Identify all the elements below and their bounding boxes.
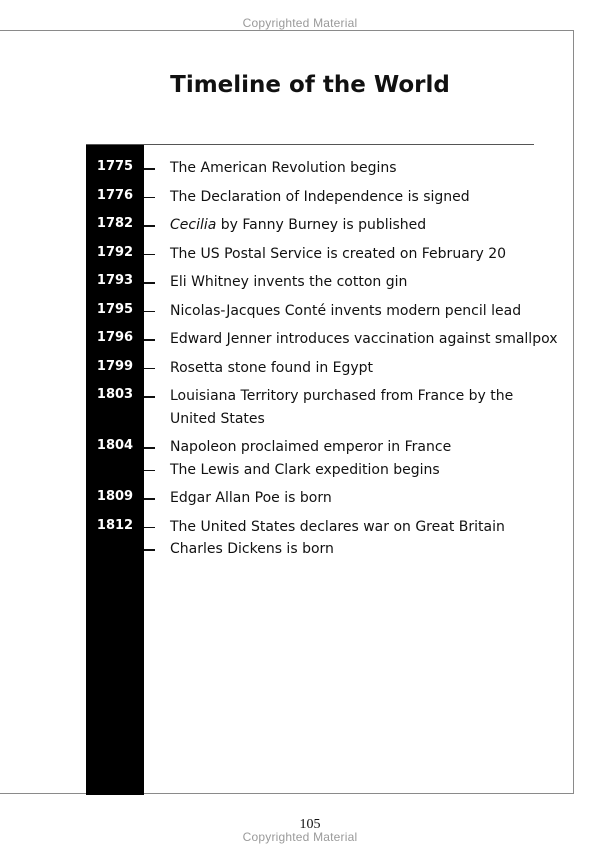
dash-marker [144, 197, 155, 199]
watermark-top: Copyrighted Material [242, 16, 358, 30]
timeline-entry [86, 214, 546, 237]
timeline-year: 1804 [96, 438, 134, 453]
dash-marker [144, 527, 155, 529]
timeline-year: 1803 [96, 387, 134, 402]
timeline-entry [86, 243, 546, 266]
timeline-event-text: Nicolas-Jacques Conté invents modern pencil lead [170, 302, 522, 319]
timeline-entry [86, 516, 546, 561]
timeline-line [86, 459, 546, 482]
timeline-entry [86, 271, 546, 294]
timeline-line [86, 385, 546, 408]
timeline-line [86, 357, 546, 380]
dash-marker [144, 339, 155, 341]
timeline-event-text: Louisiana Territory purchased from France by the [170, 388, 514, 404]
timeline-event-text: The Declaration of Independence is signed [170, 188, 470, 205]
dash-marker [144, 549, 155, 551]
timeline-year: 1782 [96, 216, 134, 231]
dash-marker [144, 282, 155, 284]
timeline-line [86, 300, 546, 323]
timeline-entry [86, 357, 546, 380]
timeline-event-text: Edgar Allan Poe is born [170, 490, 332, 506]
timeline-entry [86, 487, 546, 510]
timeline-event-text: Edward Jenner introduces vaccination against smallpox [170, 331, 558, 347]
timeline-list [86, 157, 558, 567]
timeline-entry [86, 300, 546, 323]
timeline-year: 1792 [96, 244, 134, 260]
page-title: Timeline of the World [170, 72, 450, 98]
book-title-italic: Cecilia [170, 217, 217, 233]
timeline-event-text: The American Revolution begins [170, 160, 397, 176]
timeline-line [86, 408, 546, 431]
timeline-year: 1795 [96, 301, 134, 317]
timeline-year: 1809 [96, 489, 134, 504]
dash-marker [144, 225, 155, 227]
timeline-event-text: The United States declares war on Great Britain [170, 518, 505, 535]
timeline-line [86, 271, 546, 294]
timeline-year: 1799 [96, 358, 134, 374]
timeline-event-text: Rosetta stone found in Egypt [170, 359, 374, 376]
dash-marker [144, 470, 155, 472]
timeline-line [86, 487, 546, 510]
timeline-year: 1812 [96, 517, 134, 533]
timeline-line [86, 214, 546, 237]
timeline-event-text [170, 214, 426, 237]
dash-marker [144, 447, 155, 449]
timeline-year: 1776 [96, 187, 134, 203]
header-rule [86, 144, 534, 145]
timeline-entry [86, 328, 558, 351]
timeline-entry [86, 436, 546, 481]
timeline-line [86, 538, 546, 561]
timeline-line [86, 516, 546, 539]
dash-marker [144, 311, 155, 313]
timeline-line [86, 243, 546, 266]
timeline-line [86, 436, 546, 459]
timeline-year: 1796 [96, 330, 134, 345]
timeline-entry [86, 186, 546, 209]
timeline-line [86, 186, 546, 209]
timeline-event-text: The US Postal Service is created on February 20 [170, 245, 507, 262]
watermark-bottom: Copyrighted Material [242, 830, 358, 844]
timeline-event-text: Charles Dickens is born [170, 541, 334, 557]
dash-marker [144, 396, 155, 398]
timeline-event-text: Eli Whitney invents the cotton gin [170, 274, 408, 290]
timeline-line [86, 328, 558, 351]
timeline-event-text: Napoleon proclaimed emperor in France [170, 439, 452, 455]
timeline-entry [86, 385, 546, 430]
event-text-rest: by Fanny Burney is published [216, 217, 427, 233]
timeline-year: 1775 [96, 159, 134, 174]
dash-marker [144, 168, 155, 170]
page-number: 105 [299, 817, 321, 832]
dash-marker [144, 498, 155, 500]
timeline-line [86, 157, 546, 180]
timeline-event-text: The Lewis and Clark expedition begins [170, 461, 440, 478]
timeline-year: 1793 [96, 273, 134, 288]
dash-marker [144, 254, 155, 256]
timeline-event-text: United States [170, 410, 265, 427]
dash-marker [144, 368, 155, 370]
timeline-entry [86, 157, 546, 180]
